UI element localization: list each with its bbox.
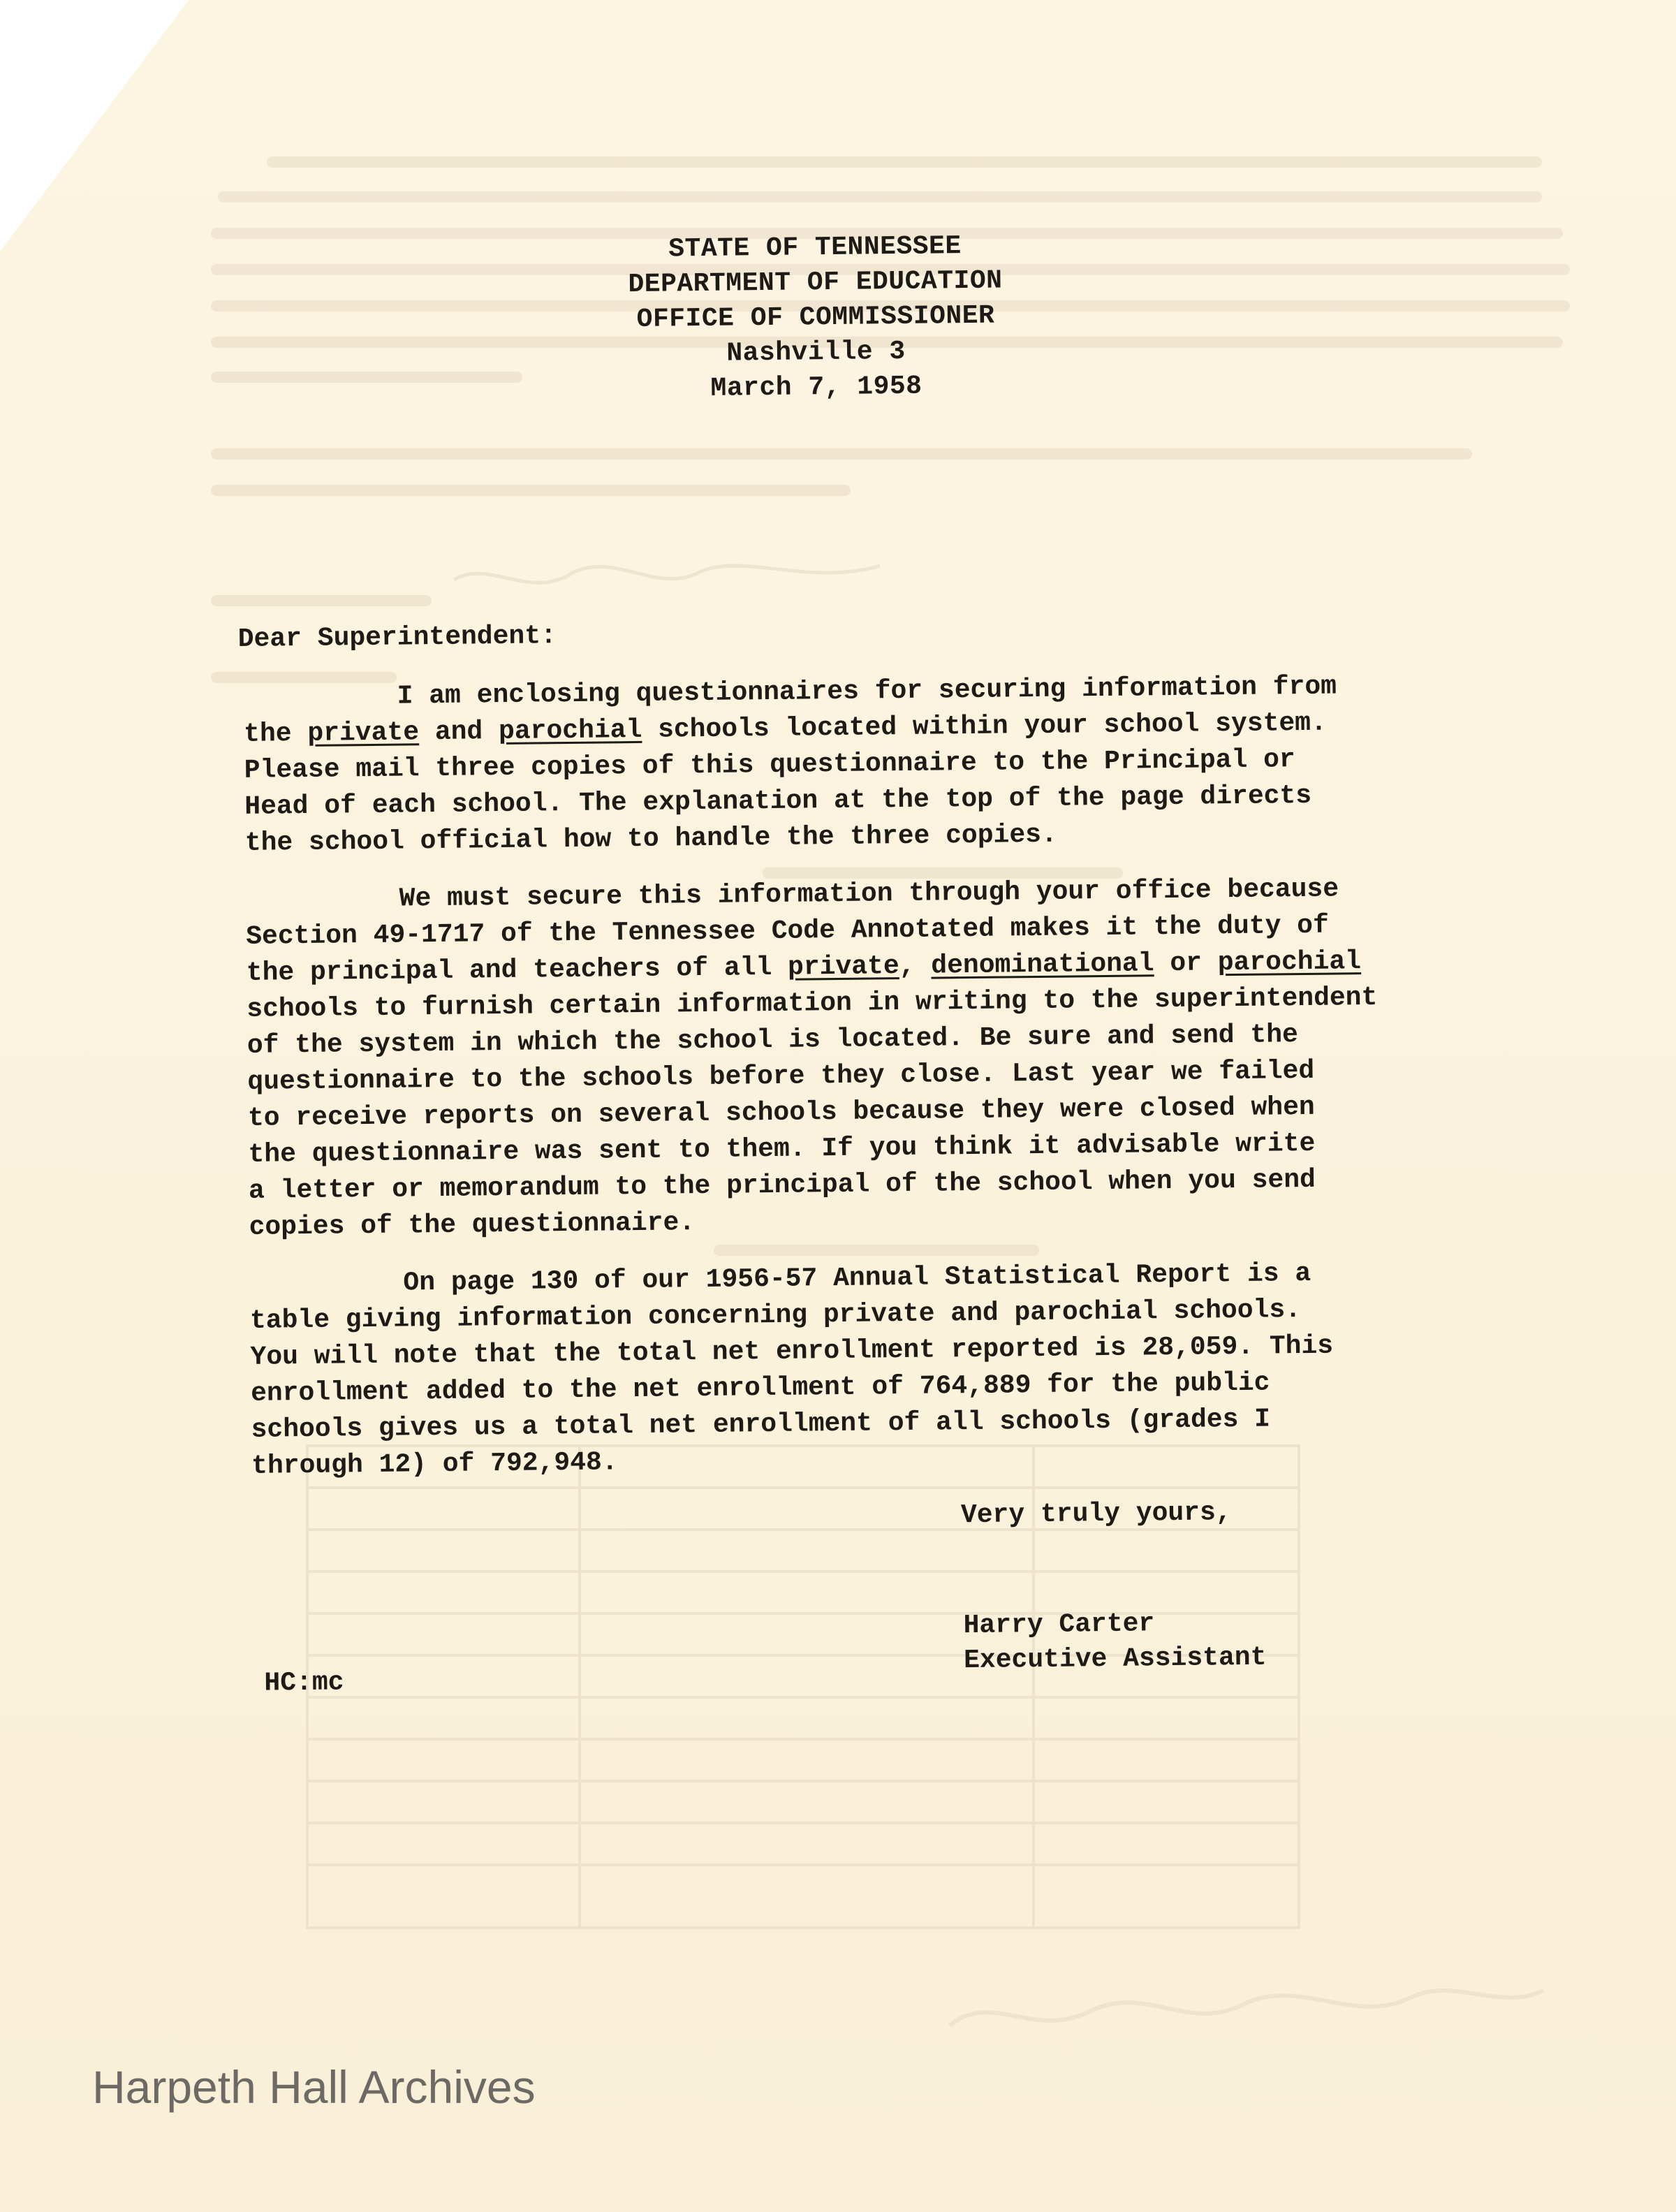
signer-title: Executive Assistant xyxy=(963,1642,1267,1676)
text-run: schools located within your school system. xyxy=(642,708,1328,745)
paragraph-line: questionnaire to the schools before they close. Last year we failed xyxy=(247,1055,1315,1097)
paragraph-line: of the system in which the school is located. Be sure and send the xyxy=(247,1020,1299,1061)
salutation: Dear Superintendent: xyxy=(237,621,557,654)
reference-initials: HC:mc xyxy=(264,1667,344,1699)
underlined-word: private xyxy=(307,717,420,749)
text-run: , xyxy=(899,951,932,982)
paragraph-1 xyxy=(243,668,1460,862)
text-run: the principal and teachers of all xyxy=(246,952,788,988)
paragraph-2 xyxy=(245,870,1464,1246)
letterhead xyxy=(529,228,1103,409)
paragraph-line: We must secure this information through your office because xyxy=(399,874,1339,914)
paragraph-line: the school official how to handle the three copies. xyxy=(244,819,1058,858)
paragraph-line: table giving information concerning private and parochial schools. xyxy=(249,1295,1302,1336)
paragraph-line: You will note that the total net enrollment reported is 28,059. This xyxy=(250,1331,1334,1372)
paragraph-line: Section 49-1717 of the Tennessee Code Annotated makes it the duty of xyxy=(246,910,1330,952)
signature-block xyxy=(963,1606,1266,1679)
paragraph-3 xyxy=(249,1254,1466,1485)
paragraph-line: schools to furnish certain information in writing to the superintendent xyxy=(247,982,1378,1025)
paragraph-line: a letter or memorandum to the principal of the school when you send xyxy=(248,1164,1316,1206)
letterhead-city: Nashville 3 xyxy=(726,336,906,369)
paragraph-line: I am enclosing questionnaires for securing information from xyxy=(397,671,1337,712)
underlined-word: parochial xyxy=(1217,946,1362,979)
letterhead-office: OFFICE OF COMMISSIONER xyxy=(636,300,995,335)
paragraph-line: On page 130 of our 1956-57 Annual Statistical Report is a xyxy=(403,1258,1311,1298)
underlined-word: denominational xyxy=(931,948,1154,981)
paragraph-line: the questionnaire was sent to them. If you think it advisable write xyxy=(248,1128,1316,1170)
underlined-word: private xyxy=(787,951,899,983)
paragraph-line: Please mail three copies of this questionnaire to the Principal or xyxy=(244,745,1295,786)
paragraph-line: enrollment added to the net enrollment of 764,889 for the public xyxy=(250,1368,1270,1409)
letterhead-department: DEPARTMENT OF EDUCATION xyxy=(628,265,1003,300)
paragraph-line: schools gives us a total net enrollment of all schools (grades I xyxy=(251,1404,1271,1445)
complimentary-close: Very truly yours, xyxy=(960,1497,1232,1531)
underlined-word: parochial xyxy=(498,715,642,747)
text-run: and xyxy=(418,717,499,748)
paragraph-line: through 12) of 792,948. xyxy=(251,1447,618,1481)
text-run: the xyxy=(243,718,308,749)
letterhead-state: STATE OF TENNESSEE xyxy=(668,231,962,265)
paragraph-line: copies of the questionnaire. xyxy=(249,1208,696,1243)
paragraph-line: to receive reports on several schools because they were closed when xyxy=(247,1092,1315,1134)
letter-date: March 7, 1958 xyxy=(710,371,922,404)
archive-watermark: Harpeth Hall Archives xyxy=(92,2061,536,2113)
paragraph-line: Head of each school. The explanation at the top of the page directs xyxy=(244,780,1312,822)
signer-name: Harry Carter xyxy=(963,1609,1155,1641)
text-run: or xyxy=(1154,948,1219,979)
